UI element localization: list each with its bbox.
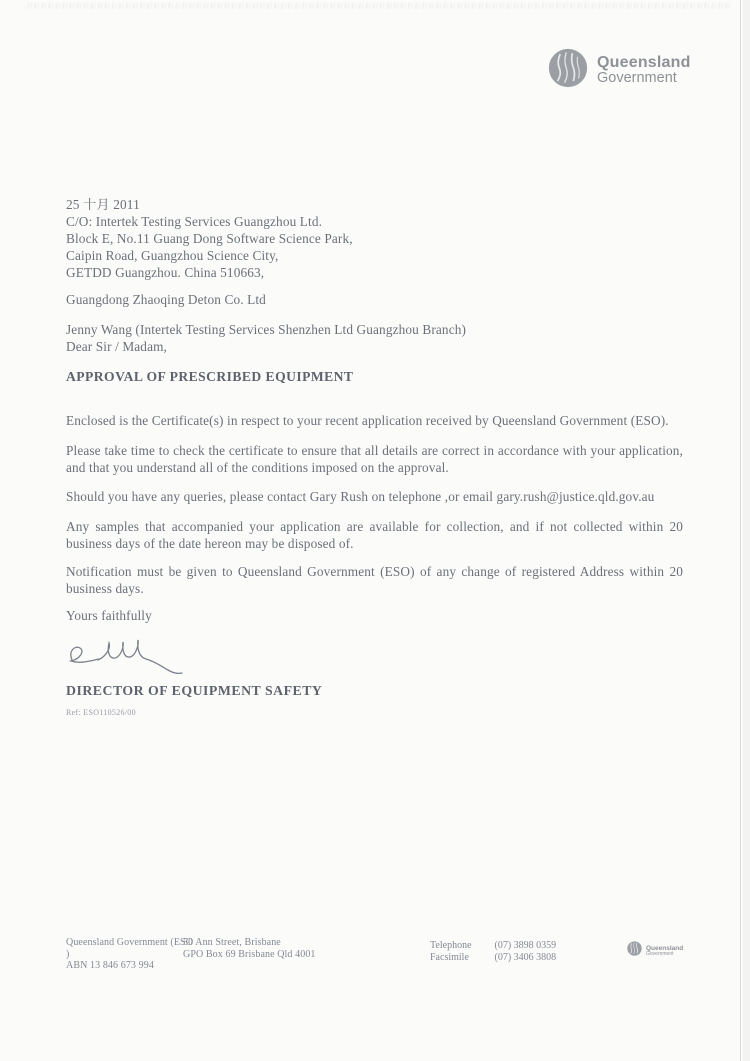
footer-gpo-line: GPO Box 69 Brisbane Qld 4001 — [183, 948, 316, 960]
letter-date: 25 十月 2011 — [66, 197, 140, 212]
scan-noise-artifact — [28, 3, 732, 9]
body-paragraph: Should you have any queries, please contact Gary Rush on telephone ,or email gary.rush@justice.qld.gov.au — [66, 489, 655, 504]
closing-line: Yours faithfully — [66, 608, 152, 623]
footer-org-line: ) — [66, 948, 70, 960]
date-and-address-block — [66, 196, 683, 281]
attention-line: Jenny Wang (Intertek Testing Services Shenzhen Ltd Guangzhou Branch) — [66, 322, 467, 337]
footer-logo-line-queensland: Queensland — [646, 944, 684, 952]
facsimile-value: (07) 3406 3808 — [494, 952, 557, 963]
salutation: Dear Sir / Madam, — [66, 339, 168, 354]
queensland-crest-icon — [548, 48, 588, 93]
reference-number: Ref: ESO110526/00 — [66, 708, 136, 717]
footer-logo-wordmark — [646, 945, 683, 958]
logo-wordmark — [597, 54, 691, 87]
body-paragraph: Enclosed is the Certificate(s) in respect to your recent application received by Queensland Government (ESO). — [66, 413, 669, 428]
handwritten-signature — [62, 630, 194, 683]
signatory-title: DIRECTOR OF EQUIPMENT SAFETY — [66, 683, 323, 698]
body-paragraph: Notification must be given to Queensland Government (ESO) of any change of registered Address within 20 business days. — [66, 564, 683, 596]
scan-edge-shade — [743, 0, 750, 1061]
scan-edge-line — [740, 0, 741, 1061]
recipient-address-line: Block E, No.11 Guang Dong Software Science Park, — [66, 231, 353, 246]
queensland-crest-icon — [627, 941, 642, 961]
logo-line-queensland: Queensland — [597, 54, 691, 72]
footer-org-line: Queensland Government (ESO — [66, 937, 194, 948]
logo-line-government: Government — [597, 70, 677, 87]
recipient-address-line: C/O: Intertek Testing Services Guangzhou Ltd. — [66, 214, 323, 229]
footer-contact-block — [430, 940, 556, 964]
footer-abn-line: ABN 13 846 673 994 — [66, 960, 154, 971]
telephone-label: Telephone — [430, 940, 472, 951]
company-name: Guangdong Zhaoqing Deton Co. Ltd — [66, 292, 266, 307]
footer-queensland-logo — [627, 941, 683, 961]
subject-heading: APPROVAL OF PRESCRIBED EQUIPMENT — [66, 369, 354, 384]
recipient-address-line: GETDD Guangzhou. China 510663, — [66, 265, 265, 280]
body-paragraph: Any samples that accompanied your application are available for collection, and if not collected within 20 business days of the date hereon may be disposed of. — [66, 519, 683, 551]
telephone-value: (07) 3898 0359 — [494, 940, 557, 951]
body-paragraph: Please take time to check the certificate to ensure that all details are correct in accordance with your application, and that you understand all of the conditions imposed on the approval. — [66, 443, 683, 475]
footer-logo-line-government: Government — [646, 950, 674, 957]
facsimile-label: Facsimile — [430, 952, 469, 963]
attention-block — [66, 321, 683, 355]
footer-address-block — [66, 937, 316, 972]
footer-street-line: 50 Ann Street, Brisbane — [183, 937, 281, 948]
recipient-address-line: Caipin Road, Guangzhou Science City, — [66, 248, 279, 263]
queensland-government-logo — [548, 48, 691, 93]
